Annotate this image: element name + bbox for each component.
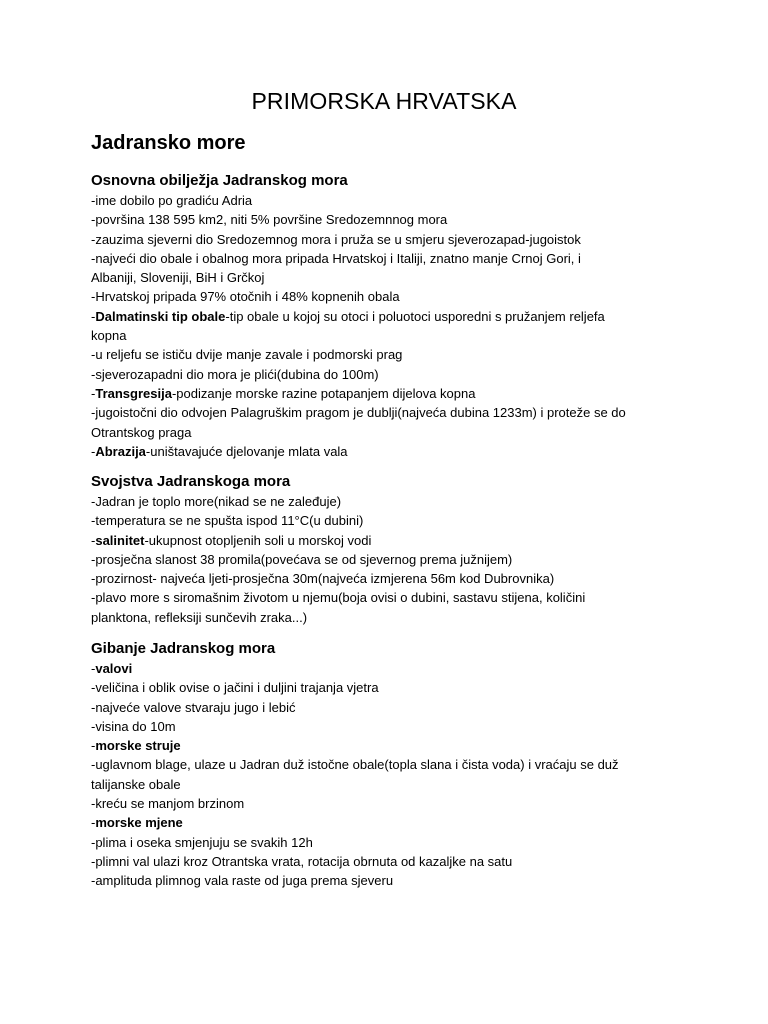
text-line: [91, 326, 691, 345]
line-text: -najveći dio obale i obalnog mora pripada Hrvatskoj i Italiji, znatno manje Crnoj Gori, i: [91, 250, 581, 266]
section-svojstva: [91, 472, 691, 627]
line-prefix: -: [91, 738, 96, 754]
section-heading: Svojstva Jadranskoga mora: [91, 473, 291, 490]
document-title: PRIMORSKA HRVATSKA: [251, 88, 517, 114]
line-text: -zauzima sjeverni dio Sredozemnog mora i pruža se u smjeru sjeverozapad-jugoistok: [91, 231, 581, 247]
line-prefix: -: [91, 815, 96, 831]
text-line: [91, 569, 691, 588]
text-line: [91, 423, 691, 442]
text-line: [91, 717, 691, 736]
text-line: [91, 833, 691, 852]
text-line: [91, 588, 691, 607]
term-bold: Abrazija: [95, 443, 146, 459]
line-text: -Jadran je toplo more(nikad se ne zaleđuje): [91, 494, 342, 509]
line-text: Albaniji, Sloveniji, BiH i Grčkoj: [91, 270, 265, 286]
text-line: [91, 550, 691, 569]
text-line: [91, 852, 691, 871]
line-prefix: -: [91, 661, 96, 676]
line-prefix: -: [91, 385, 96, 401]
line-prefix: -: [91, 443, 96, 459]
text-line: [91, 813, 691, 832]
section-osnovna-obiljezja: [91, 171, 691, 461]
text-line: [91, 511, 691, 530]
term-bold: Transgresija: [95, 385, 172, 401]
line-text: -plima i oseka smjenjuju se svakih 12h: [91, 834, 313, 850]
line-text: -najveće valove stvaraju jugo i lebić: [91, 699, 296, 715]
line-text: planktona, refleksiji sunčevih zraka...): [91, 609, 308, 625]
line-text: -prosječna slanost 38 promila(povećava se od sjevernog prema južnijem): [91, 551, 513, 567]
text-line: [91, 365, 691, 384]
term-bold: morske mjene: [95, 815, 183, 831]
section-lines: [91, 191, 691, 461]
section-lines: [91, 659, 691, 891]
section-heading: Osnovna obilježja Jadranskog mora: [91, 172, 348, 189]
line-text: talijanske obale: [91, 776, 181, 792]
line-text: -veličina i oblik ovise o jačini i duljini trajanja vjetra: [91, 680, 379, 696]
text-line: [91, 384, 691, 403]
text-line: [91, 191, 691, 210]
section-title: Jadransko more: [91, 132, 246, 154]
text-line: [91, 307, 691, 326]
line-text: -amplituda plimnog vala raste od juga prema sjeveru: [91, 873, 394, 889]
line-text: -ime dobilo po gradiću Adria: [91, 193, 253, 208]
line-text: -podizanje morske razine potapanjem dijelova kopna: [171, 385, 476, 401]
text-line: [91, 678, 691, 697]
section-lines: [91, 492, 691, 627]
text-line: [91, 608, 691, 627]
term-bold: valovi: [95, 661, 133, 676]
term-bold: salinitet: [95, 532, 145, 548]
text-line: [91, 442, 691, 461]
text-line: [91, 531, 691, 550]
text-line: [91, 403, 691, 422]
section-heading: Gibanje Jadranskog mora: [91, 640, 276, 657]
text-line: [91, 698, 691, 717]
line-prefix: -: [91, 308, 96, 324]
line-text: -Hrvatskoj pripada 97% otočnih i 48% kopnenih obala: [91, 289, 400, 305]
line-text: -tip obale u kojoj su otoci i poluotoci usporedni s pružanjem reljefa: [225, 308, 605, 324]
line-text: -plavo more s siromašnim životom u njemu(boja ovisi o dubini, sastavu stijena, količini: [91, 590, 586, 606]
text-line: [91, 871, 691, 890]
line-text: -površina 138 595 km2, niti 5% površine Sredozemnnog mora: [91, 212, 448, 228]
text-line: [91, 210, 691, 229]
line-text: -plimni val ulazi kroz Otrantska vrata, rotacija obrnuta od kazaljke na satu: [91, 853, 513, 869]
text-line: [91, 736, 691, 755]
line-text: Otrantskog praga: [91, 424, 192, 440]
line-text: -jugoistočni dio odvojen Palagruškim pragom je dublji(najveća dubina 1233m) i proteže se do: [91, 405, 626, 421]
line-text: kopna: [91, 328, 127, 344]
text-line: [91, 287, 691, 306]
section-gibanje: [91, 639, 691, 891]
line-text: -kreću se manjom brzinom: [91, 796, 245, 812]
line-text: -prozirnost- najveća ljeti-prosječna 30m(najveća izmjerena 56m kod Dubrovnika): [91, 571, 555, 587]
line-text: -visina do 10m: [91, 718, 176, 734]
line-prefix: -: [91, 532, 96, 548]
line-text: -temperatura se ne spušta ispod 11°C(u dubini): [91, 513, 364, 529]
line-text: -sjeverozapadni dio mora je plići(dubina do 100m): [91, 366, 379, 382]
line-text: -ukupnost otopljenih soli u morskoj vodi: [144, 532, 372, 548]
line-text: -uglavnom blage, ulaze u Jadran duž istočne obale(topla slana i čista voda) i vraćaju se duž: [91, 757, 619, 773]
text-line: [91, 345, 691, 364]
text-line: [91, 775, 691, 794]
text-line: [91, 794, 691, 813]
text-line: [91, 230, 691, 249]
line-text: -uništavajuće djelovanje mlata vala: [145, 443, 348, 459]
text-line: [91, 492, 691, 511]
text-line: [91, 268, 691, 287]
text-line: [91, 755, 691, 774]
line-text: -u reljefu se ističu dvije manje zavale i podmorski prag: [91, 347, 403, 363]
term-bold: morske struje: [95, 738, 181, 754]
text-line: [91, 659, 691, 678]
term-bold: Dalmatinski tip obale: [95, 308, 226, 324]
text-line: [91, 249, 691, 268]
